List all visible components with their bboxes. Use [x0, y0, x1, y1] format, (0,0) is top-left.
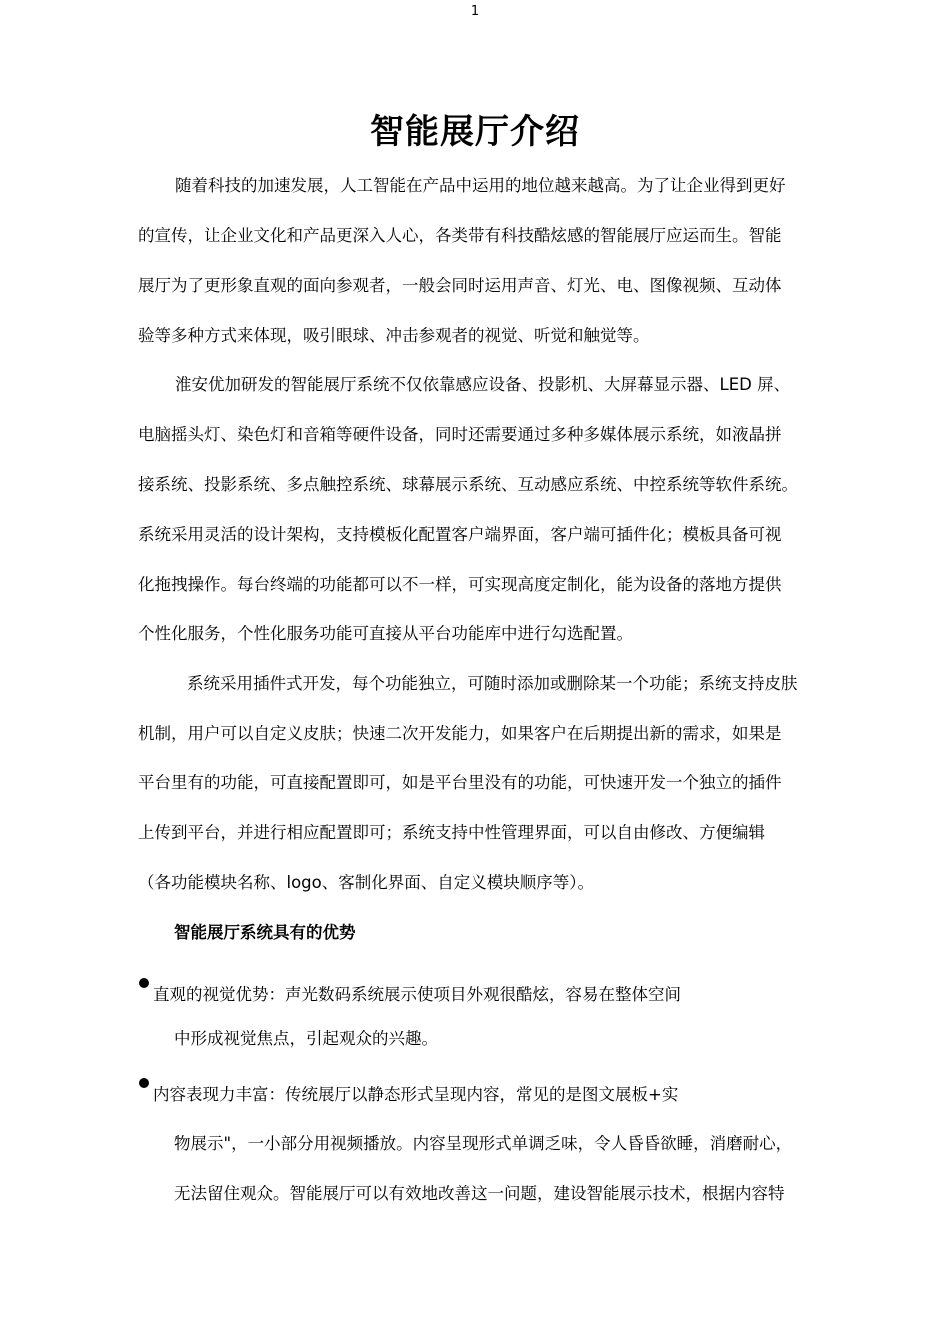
bullet-dot-icon [139, 1078, 149, 1088]
paragraph-line: 接系统、投影系统、多点触控系统、球幕展示系统、互动感应系统、中控系统等软件系统。 [138, 475, 798, 494]
document-title: 智能展厅介绍 [370, 112, 580, 152]
paragraph-line: 个性化服务，个性化服务功能可直接从平台功能库中进行勾选配置。 [138, 624, 633, 643]
bullet-line: 中形成视觉焦点，引起观众的兴趣。 [174, 1029, 438, 1048]
bullet-line: 直观的视觉优势：声光数码系统展示使项目外观很酷炫，容易在整体空间 [153, 985, 681, 1004]
paragraph-line: 电脑摇头灯、染色灯和音箱等硬件设备，同时还需要通过多种多媒体展示系统，如液晶拼 [138, 425, 782, 444]
bullet-line: 物展示"，一小部分用视频播放。内容呈现形式单调乏味，令人昏昏欲睡，消磨耐心， [174, 1134, 793, 1153]
paragraph-line: 系统采用插件式开发，每个功能独立，可随时添加或删除某一个功能；系统支持皮肤 [187, 674, 798, 693]
paragraph-line: 机制，用户可以自定义皮肤；快速二次开发能力，如果客户在后期提出新的需求，如果是 [138, 724, 782, 743]
paragraph-line: 验等多种方式来体现，吸引眼球、冲击参观者的视觉、听觉和触觉等。 [138, 326, 650, 345]
paragraph-line: 淮安优加研发的智能展厅系统不仅依靠感应设备、投影机、大屏幕显示器、LED 屏、 [175, 375, 791, 394]
bullet-line: 无法留住观众。智能展厅可以有效地改善这一问题，建设智能展示技术，根据内容特 [174, 1184, 785, 1203]
paragraph-line: （各功能模块名称、logo、客制化界面、自定义模块顺序等）。 [138, 873, 594, 892]
section-heading: 智能展厅系统具有的优势 [174, 923, 356, 942]
paragraph-line: 的宣传，让企业文化和产品更深入人心，各类带有科技酷炫感的智能展厅应运而生。智能 [138, 226, 782, 245]
paragraph-line: 平台里有的功能，可直接配置即可，如是平台里没有的功能，可快速开发一个独立的插件 [138, 773, 782, 792]
bullet-dot-icon [139, 978, 149, 988]
paragraph-line: 随着科技的加速发展，人工智能在产品中运用的地位越来越高。为了让企业得到更好 [175, 176, 786, 195]
bullet-line: 内容表现力丰富：传统展厅以静态形式呈现内容，常见的是图文展板+实 [153, 1085, 679, 1104]
paragraph-line: 化拖拽操作。每台终端的功能都可以不一样，可实现高度定制化，能为设备的落地方提供 [138, 575, 782, 594]
paragraph-line: 上传到平台，并进行相应配置即可；系统支持中性管理界面，可以自由修改、方便编辑 [138, 823, 765, 842]
paragraph-line: 系统采用灵活的设计架构，支持模板化配置客户端界面，客户端可插件化；模板具备可视 [138, 525, 782, 544]
page-number: 1 [470, 4, 480, 19]
paragraph-line: 展厅为了更形象直观的面向参观者，一般会同时运用声音、灯光、电、图像视频、互动体 [138, 276, 782, 295]
